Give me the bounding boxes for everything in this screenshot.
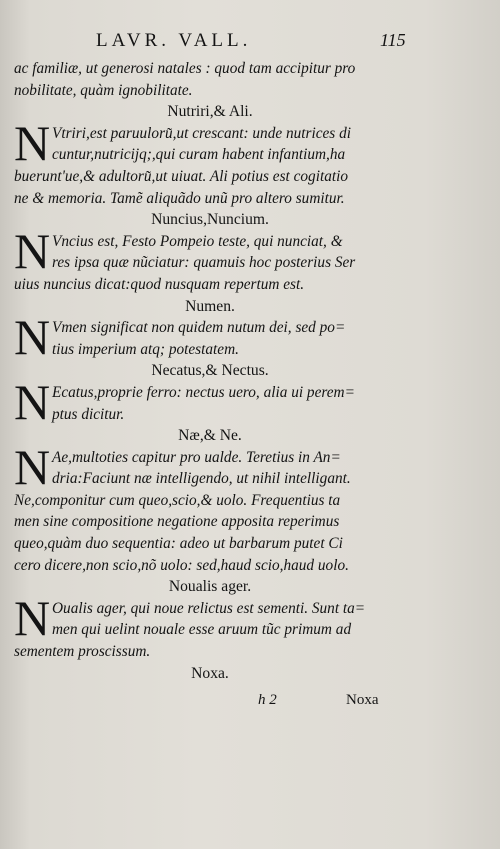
dictionary-entry [14, 589, 406, 663]
entry-heading: Nuncius,Nuncium. [151, 211, 269, 229]
entry-heading: Næ,& Ne. [178, 427, 242, 445]
opening-line: ac familiæ, ut generosi natales : quod tam accipitur pro [14, 60, 356, 77]
dictionary-entry [14, 373, 406, 430]
entry-line: Vncius est, Festo Pompeio teste, qui nunciat, & [52, 232, 343, 250]
entry-line: sementem proscissum. [14, 643, 151, 661]
drop-cap: N [14, 373, 51, 430]
entry-line: Ecatus,proprie ferro: nectus uero, alia ui perem= [52, 383, 355, 401]
entry-line: men qui uelint nouale esse aruum tũc primum ad [52, 621, 352, 639]
entry-line: Ne,componitur cum queo,scio,& uolo. Frequentius ta [14, 491, 341, 509]
entry-line: ne & memoria. Tamẽ aliquãdo unũ pro altero sumitur. [14, 189, 345, 207]
entry-line: uius nuncius dicat:quod nusquam repertum est. [14, 275, 305, 293]
page-header [0, 30, 500, 52]
entry-line: tius imperium atq; potestatem. [52, 340, 239, 358]
drop-cap: N [14, 309, 51, 366]
entry-line: Oualis ager, qui noue relictus est sementi. Sunt ta= [52, 599, 366, 617]
entry-line: Vmen significat non quidem nutum dei, sed po= [52, 319, 346, 337]
entry-line: men sine compositione negatione apposita reperimus [14, 513, 340, 531]
entry-line: res ipsa quæ nũciatur: quamuis hoc posterius Ser [52, 254, 356, 272]
entry-heading: Noualis ager. [168, 578, 252, 596]
entry-line: cuntur,nutricijq;,qui curam habent infantium,ha [52, 146, 346, 164]
entry-line: Ae,multoties capitur pro ualde. Teretius in An= [52, 448, 341, 466]
entry-line: queo,quàm duo sequentia: adeo ut barbarum putet Ci [14, 535, 343, 553]
body-text [14, 58, 406, 684]
running-head: LAVR. VALL. [96, 30, 252, 51]
dictionary-entry [14, 309, 406, 366]
page-footer [0, 692, 500, 712]
entry-line: ptus dicitur. [52, 405, 125, 423]
entry-line: cero dicere,non scio,nõ uolo: sed,haud scio,haud uolo. [14, 556, 349, 574]
drop-cap: N [14, 114, 51, 171]
dictionary-entry [14, 222, 406, 296]
signature-mark: h 2 [258, 692, 277, 708]
drop-cap: N [14, 222, 51, 279]
entry-heading: Numen. [185, 297, 235, 315]
drop-cap: N [14, 589, 51, 646]
catchword: Noxa [346, 692, 379, 708]
entry-heading: Noxa. [191, 664, 229, 682]
entry-heading: Nutriri,& Ali. [167, 103, 253, 121]
dictionary-entry [14, 438, 406, 577]
page-number: 115 [380, 30, 406, 50]
entry-line: buerunt'ue,& adultoru͂,ut uiuat. Ali potius est cogitatio [14, 167, 348, 185]
entry-heading: Necatus,& Nectus. [151, 362, 269, 380]
entry-line: dria:Faciunt næ intelligendo, ut nihil intelligant. [52, 470, 351, 488]
entry-line: Vtriri,est paruuloru͂,ut crescant: unde nutrices di [52, 124, 351, 142]
dictionary-entry [14, 114, 406, 209]
drop-cap: N [14, 438, 51, 495]
opening-line: nobilitate, quàm ignobilitate. [14, 81, 193, 99]
